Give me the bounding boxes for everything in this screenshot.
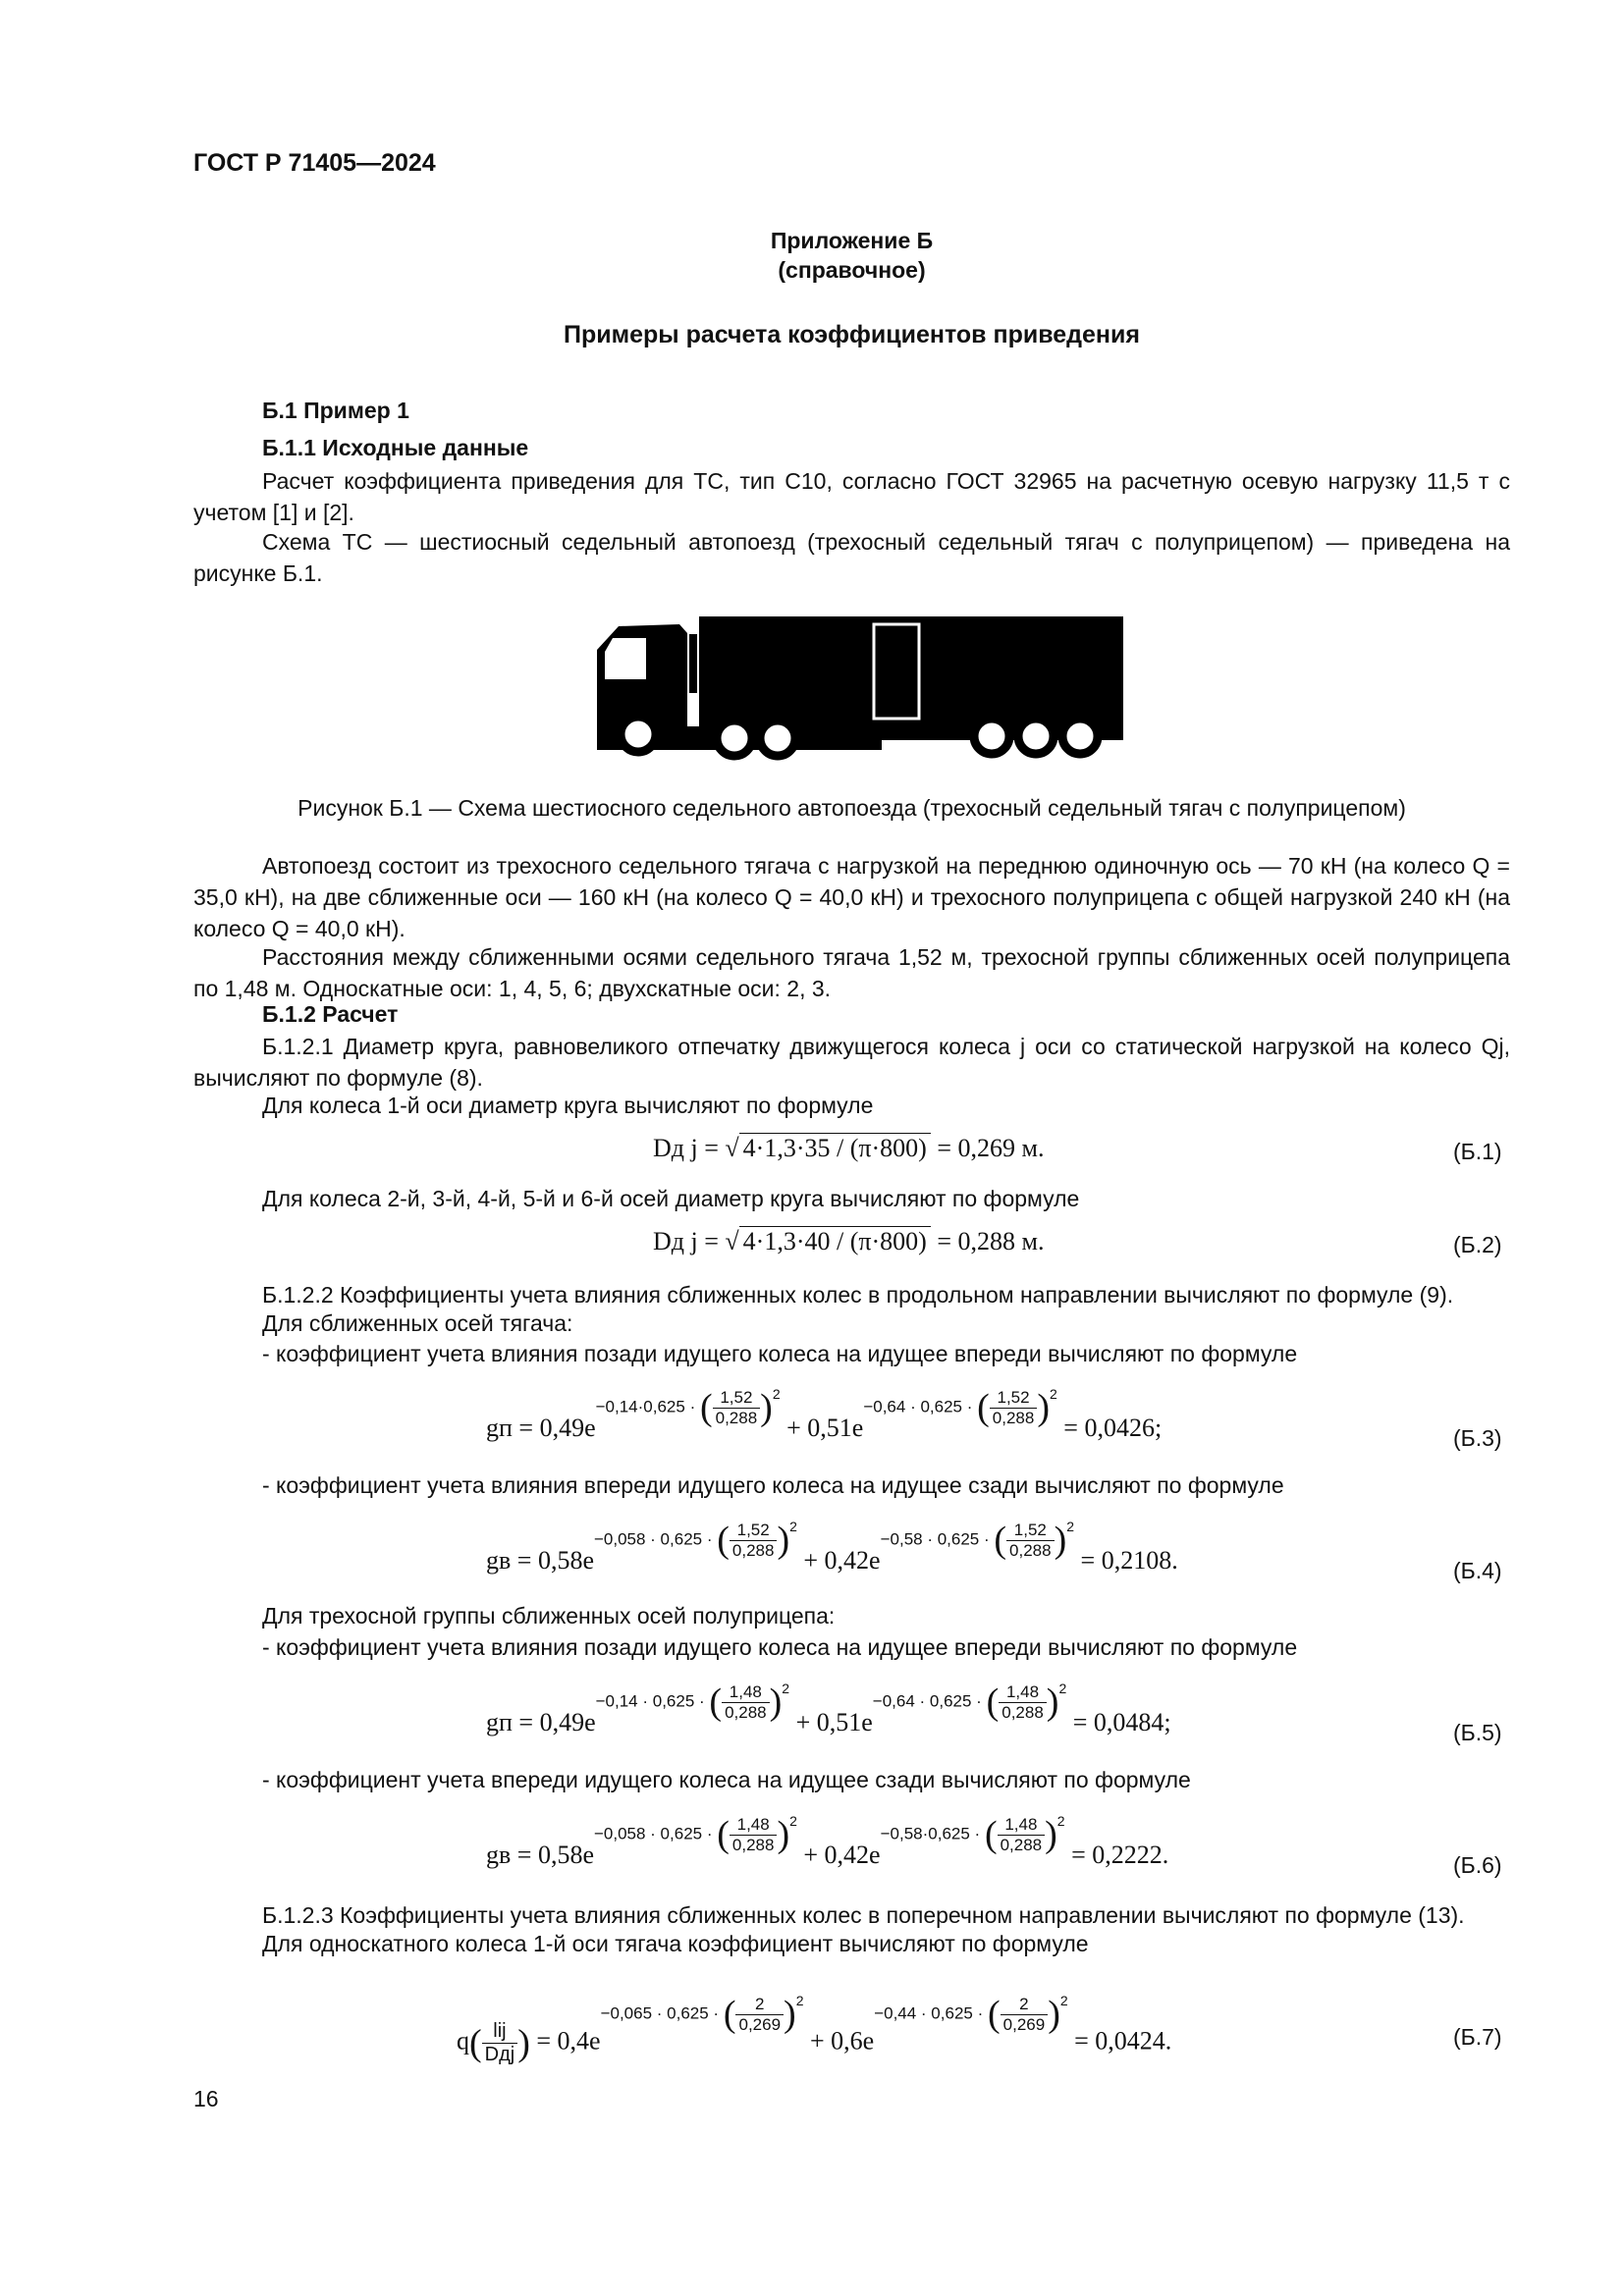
appendix-heading: Примеры расчета коэффициентов приведения	[564, 321, 1140, 348]
formula-b4-lhs: gв = 0,58e	[486, 1546, 594, 1575]
para-f5-intro: - коэффициент учета влияния позади идущего колеса на идущее впереди вычисляют по формуле	[262, 1634, 1298, 1660]
formula-b1: Dд j = √ 4·1,3·35 / (π·800) = 0,269 м.	[653, 1134, 1045, 1162]
para-2-text: Схема ТС — шестиосный седельный автопоезд (трехосный седельный тягач с полуприцепом) — приведена на рисунке Б.1.	[193, 529, 1510, 586]
formula-b7-q: q	[457, 2026, 469, 2056]
formula-b4-mid: + 0,42e	[803, 1546, 881, 1575]
formula-b5-square1: 2	[782, 1681, 790, 1696]
formula-b4-exp2-text: −0,58 · 0,625 ·	[880, 1529, 990, 1549]
formula-b7-result: = 0,0424.	[1074, 2026, 1172, 2056]
formula-b7-frac1-num: 2	[735, 1995, 784, 2015]
para-b122-text: Б.1.2.2 Коэффициенты учета влияния сближенных колес в продольном направлении вычисляют по формуле (9).	[262, 1282, 1454, 1308]
formula-b6-frac1-num: 1,48	[730, 1815, 778, 1836]
formula-b3-frac2-num: 1,52	[990, 1388, 1038, 1409]
formula-b5-square2: 2	[1058, 1681, 1067, 1696]
formula-b4-number: (Б.4)	[1453, 1558, 1502, 1583]
para-tractor-axles: Для сближенных осей тягача:	[262, 1310, 573, 1336]
formula-b5-frac1-num: 1,48	[722, 1682, 770, 1703]
para-b121-text: Б.1.2.1 Диаметр круга, равновеликого отпечатку движущегося колеса j оси со статической нагрузкой на колесо Qj, вычисляют по формуле (8).	[193, 1034, 1510, 1091]
figure-caption: Рисунок Б.1 — Схема шестиосного седельного автопоезда (трехосный седельный тягач с полуприцепом)	[298, 795, 1406, 821]
formula-b2-expr: 4·1,3·40 / (π·800)	[739, 1226, 931, 1255]
formula-b6-frac2-num: 1,48	[998, 1815, 1046, 1836]
formula-b2: Dд j = √ 4·1,3·40 / (π·800) = 0,288 м.	[653, 1227, 1045, 1255]
formula-b2-result: = 0,288 м.	[937, 1227, 1045, 1255]
formula-b7-lhs-num: lij	[482, 2020, 518, 2044]
formula-b7-exp2-text: −0,44 · 0,625 ·	[874, 2003, 984, 2023]
formula-b7-lhs-rest: = 0,4e	[536, 2026, 601, 2056]
formula-b5-frac1	[722, 1682, 770, 1723]
formula-b4-frac2-num: 1,52	[1006, 1521, 1055, 1541]
formula-b3-mid: + 0,51e	[786, 1414, 864, 1442]
formula-b4-frac2-den: 0,288	[1009, 1540, 1052, 1560]
formula-b3-exp1: −0,14·0,625 · ( $\frac{1,52}{0,288}$ )$^2$	[595, 1386, 781, 1428]
formula-b5-number: (Б.5)	[1453, 1720, 1502, 1745]
formula-b6-exp1: −0,058 · 0,625 · ( $\frac{1,48}{0,288}$ )$^2$	[593, 1813, 797, 1855]
formula-b7-number: (Б.7)	[1453, 2024, 1502, 2050]
formula-b6-mid: + 0,42e	[803, 1841, 881, 1869]
formula-b3	[486, 1386, 1163, 1457]
formula-b7-square2: 2	[1059, 1993, 1068, 2008]
para-b122	[193, 1279, 1510, 1310]
para-f3-intro: - коэффициент учета влияния позади идущего колеса на идущее впереди вычисляют по формуле	[262, 1341, 1298, 1366]
formula-b3-exp2: −0,64 · 0,625 · ( $\frac{1,52}{0,288}$ )$^2$	[863, 1386, 1057, 1428]
formula-b2-number: (Б.2)	[1453, 1232, 1502, 1257]
formula-b3-exp2-text: −0,64 · 0,625 ·	[863, 1397, 973, 1416]
formula-b3-frac2-den: 0,288	[992, 1408, 1035, 1427]
formula-b4-frac1-num: 1,52	[730, 1521, 778, 1541]
formula-b7-square1: 2	[795, 1993, 804, 2008]
formula-b5-exp1: −0,14 · 0,625 · ( $\frac{1,48}{0,288}$ )$^2$	[595, 1681, 790, 1723]
para-4-text: Расстояния между сближенными осями седельного тягача 1,52 м, трехосной группы сближенных осей полуприцепа по 1,48 м. Односкатные оси: 1, 4, 5, 6; двухскатные оси: 2, 3.	[193, 944, 1510, 1001]
formula-b5-result: = 0,0484;	[1072, 1708, 1171, 1736]
formula-b6-number: (Б.6)	[1453, 1852, 1502, 1878]
para-f7-intro: Для односкатного колеса 1-й оси тягача коэффициент вычисляют по формуле	[262, 1931, 1089, 1956]
para-f4-intro: - коэффициент учета влияния впереди идущего колеса на идущее сзади вычисляют по формуле	[262, 1472, 1284, 1498]
appendix-title: Приложение Б	[770, 228, 934, 253]
formula-b3-result: = 0,0426;	[1063, 1414, 1163, 1442]
formula-b7-mid: + 0,6e	[809, 2026, 875, 2056]
formula-b7: q( $\frac{\text{lij}}{\text{Dдj}}$ ) = 0,4e−0,065 · 0,625 · ( $\frac{2}{0,269}$ )$^2$ + 0,6e−0,44 · 0,625 · ( $\frac{2}{0,269}$ )$^2$ = 0,0424.	[457, 1993, 1172, 2065]
formula-b5-mid: + 0,51e	[795, 1708, 873, 1736]
formula-b6-exp2-text: −0,58·0,625 ·	[880, 1824, 981, 1843]
para-f1-intro: Для колеса 1-й оси диаметр круга вычисляют по формуле	[262, 1093, 874, 1118]
formula-b4-result: = 0,2108.	[1080, 1546, 1178, 1575]
formula-b7-frac2-num: 2	[1001, 1995, 1049, 2015]
formula-b3-number: (Б.3)	[1453, 1425, 1502, 1451]
formula-b6-result: = 0,2222.	[1071, 1841, 1169, 1869]
formula-b4-exp1-text: −0,058 · 0,625 ·	[593, 1529, 713, 1549]
para-3-text: Автопоезд состоит из трехосного седельного тягача с нагрузкой на переднюю одиночную ось — 70 кН (на колесо Q = 35,0 кН), на две сближенные оси — 160 кН (на колесо Q = 40,0 кН) и трехосного полуприцепа с общей нагрузкой 240 кН (на колесо Q = 40,0 кН).	[193, 853, 1510, 941]
para-f2-intro: Для колеса 2-й, 3-й, 4-й, 5-й и 6-й осей диаметр круга вычисляют по формуле	[262, 1186, 1080, 1211]
formula-b5-frac2-den: 0,288	[1001, 1702, 1044, 1722]
formula-b3-square2: 2	[1049, 1386, 1057, 1402]
formula-b5-frac2	[999, 1682, 1047, 1723]
para-1	[193, 465, 1510, 528]
formula-b7-frac1	[735, 1995, 784, 2035]
formula-b3-exp1-text: −0,14·0,625 ·	[595, 1397, 696, 1416]
formula-b7-exp1-text: −0,065 · 0,625 ·	[600, 2003, 720, 2023]
para-b123	[193, 1899, 1510, 1931]
formula-b6-square1: 2	[789, 1813, 797, 1829]
formula-b5-frac1-den: 0,288	[725, 1702, 767, 1722]
section-b1-title: Б.1 Пример 1	[262, 398, 409, 423]
formula-b5-frac2-num: 1,48	[999, 1682, 1047, 1703]
formula-b3-square1: 2	[772, 1386, 781, 1402]
appendix-subtitle: (справочное)	[778, 257, 926, 283]
formula-b6-frac1-den: 0,288	[731, 1835, 775, 1854]
formula-b4-frac1-den: 0,288	[731, 1540, 775, 1560]
formula-b1-result: = 0,269 м.	[937, 1134, 1045, 1162]
formula-b5	[486, 1681, 1171, 1751]
formula-b1-number: (Б.1)	[1453, 1139, 1502, 1164]
formula-b1-expr: 4·1,3·35 / (π·800)	[739, 1133, 931, 1162]
para-f6-intro: - коэффициент учета впереди идущего колеса на идущее сзади вычисляют по формуле	[262, 1767, 1191, 1792]
formula-b7-frac2	[1001, 1995, 1049, 2035]
formula-b3-frac1-den: 0,288	[715, 1408, 758, 1427]
formula-b4-frac1	[730, 1521, 778, 1561]
para-3	[193, 850, 1510, 944]
formula-b4-exp1: −0,058 · 0,625 · ( $\frac{1,52}{0,288}$ )$^2$	[593, 1519, 797, 1561]
formula-b6-lhs: gв = 0,58e	[486, 1841, 594, 1869]
page-number: 16	[193, 2086, 219, 2111]
formula-b6-exp2: −0,58·0,625 · ( $\frac{1,48}{0,288}$ )$^2$	[880, 1813, 1065, 1855]
formula-b5-exp1-text: −0,14 · 0,625 ·	[595, 1691, 705, 1711]
formula-b5-exp2-text: −0,64 · 0,625 ·	[872, 1691, 982, 1711]
formula-b4-frac2	[1006, 1521, 1055, 1561]
formula-b7-frac2-den: 0,269	[1002, 2014, 1046, 2034]
formula-b4-square2: 2	[1066, 1519, 1075, 1534]
formula-b6-exp1-text: −0,058 · 0,625 ·	[593, 1824, 713, 1843]
formula-b5-lhs: gп = 0,49e	[486, 1708, 596, 1736]
formula-b7-lhs-frac	[482, 2020, 518, 2066]
formula-b3-frac1	[713, 1388, 761, 1428]
formula-b3-frac1-num: 1,52	[713, 1388, 761, 1409]
para-semitrailer: Для трехосной группы сближенных осей полуприцепа:	[262, 1603, 836, 1629]
para-b123-text: Б.1.2.3 Коэффициенты учета влияния сближенных колес в поперечном направлении вычисляют по формуле (13).	[262, 1902, 1465, 1928]
formula-b3-lhs: gп = 0,49e	[486, 1414, 596, 1442]
document-id: ГОСТ Р 71405—2024	[193, 149, 436, 177]
truck-illustration	[589, 609, 1129, 775]
formula-b7-lhs-den: Dдj	[484, 2044, 515, 2065]
formula-b7-frac1-den: 0,269	[738, 2014, 782, 2034]
formula-b3-frac2	[990, 1388, 1038, 1428]
formula-b1-lhs: Dд j	[653, 1134, 698, 1162]
formula-b2-lhs: Dд j	[653, 1227, 698, 1255]
formula-b6-frac2	[998, 1815, 1046, 1855]
formula-b7-exp1: −0,065 · 0,625 · ( $\frac{2}{0,269}$ )$^2$	[600, 1993, 804, 2035]
formula-b4	[486, 1519, 1178, 1589]
formula-b4-square1: 2	[789, 1519, 797, 1534]
section-b12-title: Б.1.2 Расчет	[262, 1001, 399, 1027]
formula-b6-frac1	[730, 1815, 778, 1855]
formula-b6-square2: 2	[1056, 1813, 1065, 1829]
para-2	[193, 526, 1510, 589]
formula-b4-exp2: −0,58 · 0,625 · ( $\frac{1,52}{0,288}$ )$^2$	[880, 1519, 1075, 1561]
formula-b6	[486, 1813, 1169, 1884]
para-b121	[193, 1031, 1510, 1094]
section-b11-title: Б.1.1 Исходные данные	[262, 435, 529, 460]
para-1-text: Расчет коэффициента приведения для ТС, тип С10, согласно ГОСТ 32965 на расчетную осевую нагрузку 11,5 т с учетом [1] и [2].	[193, 468, 1510, 525]
formula-b5-exp2: −0,64 · 0,625 · ( $\frac{1,48}{0,288}$ )$^2$	[872, 1681, 1067, 1723]
formula-b7-exp2: −0,44 · 0,625 · ( $\frac{2}{0,269}$ )$^2$	[874, 1993, 1068, 2035]
formula-b6-frac2-den: 0,288	[1000, 1835, 1043, 1854]
para-4	[193, 941, 1510, 1004]
